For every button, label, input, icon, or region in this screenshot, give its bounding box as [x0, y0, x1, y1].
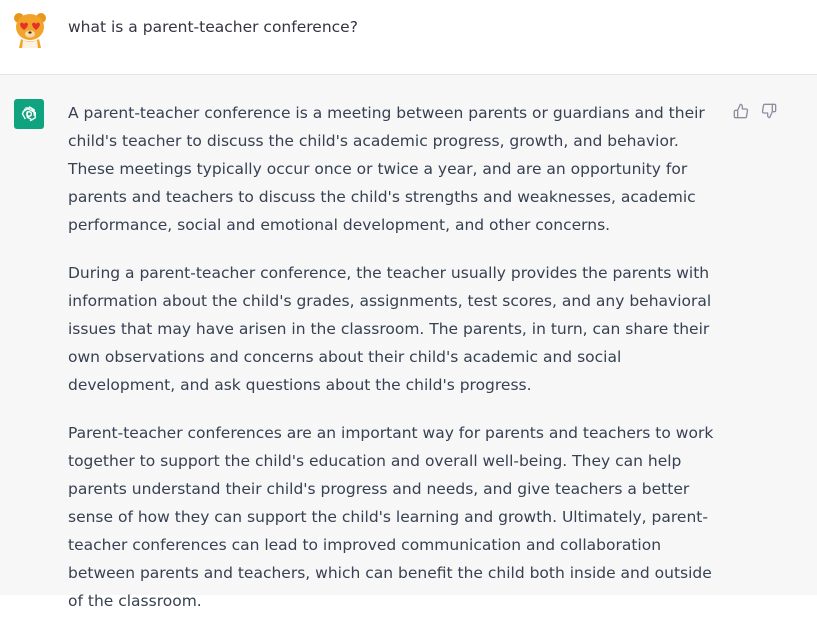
user-message-text: what is a parent-teacher conference? — [68, 18, 358, 36]
answer-paragraph: During a parent-teacher conference, the teacher usually provides the parents with information about the child's grades, assignments, test scores, and any behavioral issues that may have arisen in the classroom. The parents, in turn, can share their own observations and concerns about their child's academic and social development, and ask questions about the child's progress. — [68, 264, 712, 394]
feedback-buttons — [732, 102, 778, 120]
thumbs-up-button[interactable] — [732, 102, 750, 120]
assistant-message-row — [0, 75, 817, 610]
openai-logo-icon — [19, 104, 39, 124]
assistant-avatar — [14, 99, 44, 129]
thumbs-down-button[interactable] — [760, 102, 778, 120]
assistant-message-text — [68, 99, 724, 635]
cartoon-character-avatar-icon — [12, 10, 48, 48]
user-avatar — [12, 10, 48, 48]
user-message-row — [0, 0, 817, 75]
answer-paragraph: A parent-teacher conference is a meeting between parents or guardians and their child's teacher to discuss the child's academic progress, growth, and behavior. These meetings typically occur once or twice a year, and are an opportunity for parents and teachers to discuss the child's strengths and weaknesses, academic performance, social and emotional development, and other concerns. — [68, 104, 705, 234]
answer-paragraph: Parent-teacher conferences are an important way for parents and teachers to work together to support the child's education and overall well-being. They can help parents understand their child's progress and needs, and give teachers a better sense of how they can support the child's learning and growth. Ultimately, parent-teacher conferences can lead to improved communication and collaboration between parents and teachers, which can benefit the child both inside and outside of the classroom. — [68, 424, 714, 610]
thumbs-up-icon — [733, 103, 749, 119]
thumbs-down-icon — [761, 103, 777, 119]
